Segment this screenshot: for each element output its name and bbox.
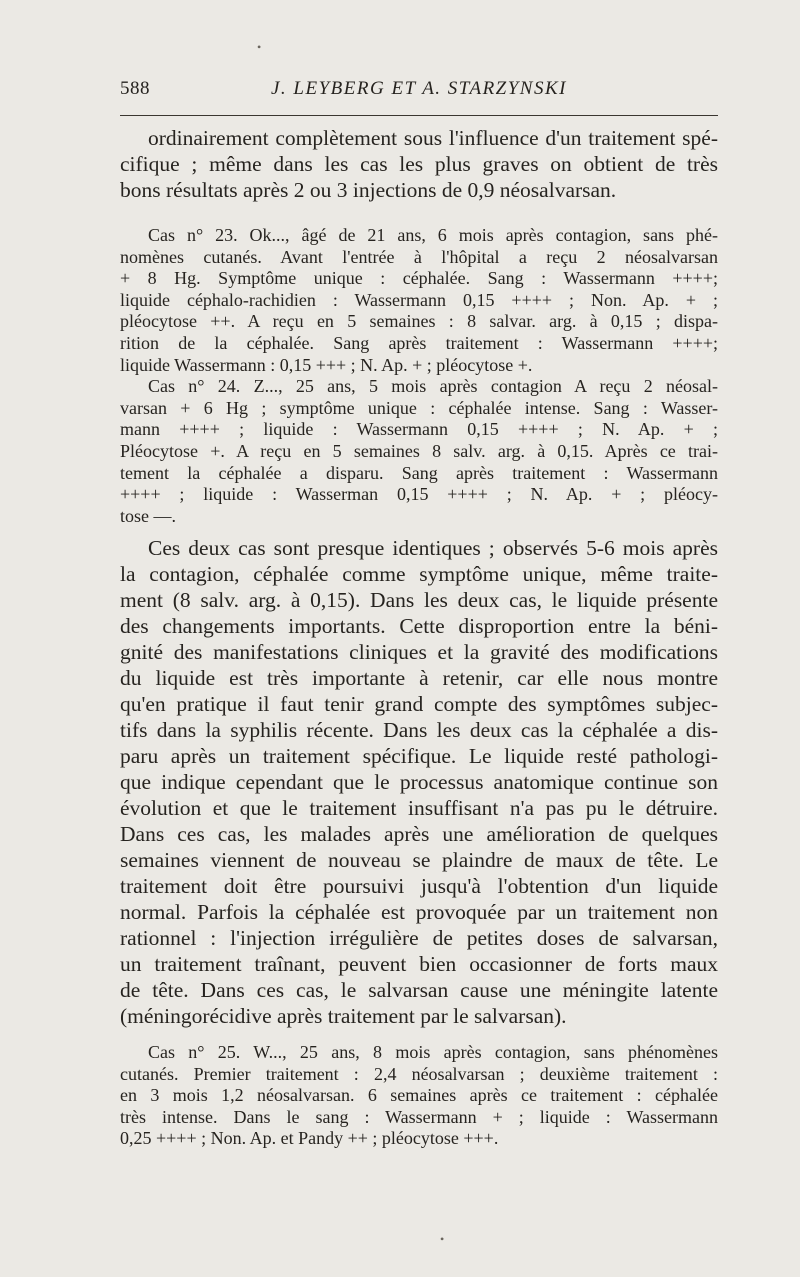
text-line: 0,25 ++++ ; Non. Ap. et Pandy ++ ; pléocytose +++. — [120, 1128, 499, 1149]
text-line: ment (8 salv. arg. à 0,15). Dans les deux cas, le liquide présente — [120, 588, 718, 612]
print-speck: • — [257, 40, 262, 54]
text-line: gnité des manifestations cliniques et la gravité des modifications — [120, 640, 718, 664]
text-line: rationnel : l'injection irrégulière de petites doses de salvarsan, — [120, 926, 718, 950]
text-line: + 8 Hg. Symptôme unique : céphalée. Sang : Wassermann ++++; — [120, 268, 718, 289]
text-line: Pléocytose +. A reçu en 5 semaines 8 salv. arg. à 0,15. Après ce trai- — [120, 440, 718, 461]
text-line: varsan + 6 Hg ; symptôme unique : céphalée intense. Sang : Wasser- — [120, 397, 718, 418]
text-line: nomènes cutanés. Avant l'entrée à l'hôpital a reçu 2 néosalvarsan — [120, 246, 718, 267]
text-line: évolution et que le traitement insuffisant n'a pas pu le détruire. — [120, 796, 718, 820]
text-line: normal. Parfois la céphalée est provoquée par un traitement non — [120, 900, 718, 924]
text-line: cifique ; même dans les cas les plus graves on obtient de très — [120, 152, 718, 176]
text-line: bons résultats après 2 ou 3 injections de 0,9 néosalvarsan. — [120, 178, 617, 202]
print-speck: • — [440, 1232, 445, 1246]
case-notes-23-24 — [120, 225, 718, 527]
text-line: liquide Wassermann : 0,15 +++ ; N. Ap. + ; pléocytose +. — [120, 354, 533, 375]
text-line: ++++ ; liquide : Wasserman 0,15 ++++ ; N. Ap. + ; pléocy- — [120, 484, 718, 505]
text-line: la contagion, céphalée comme symptôme unique, même traite- — [120, 562, 718, 586]
case-note-25 — [120, 1042, 718, 1150]
text-line: un traitement traînant, peuvent bien occasionner de forts maux — [120, 952, 718, 976]
text-line: Cas n° 23. Ok..., âgé de 21 ans, 6 mois après contagion, sans phé- — [148, 225, 718, 245]
header-rule — [120, 115, 718, 116]
page-number: 588 — [120, 78, 150, 99]
text-line: en 3 mois 1,2 néosalvarsan. 6 semaines après ce traitement : céphalée — [120, 1085, 718, 1106]
text-line: Ces deux cas sont presque identiques ; observés 5-6 mois après — [148, 536, 718, 560]
text-line: tifs dans la syphilis récente. Dans les deux cas la céphalée a dis- — [120, 718, 718, 742]
text-line: tose —. — [120, 505, 176, 526]
text-line: de tête. Dans ces cas, le salvarsan cause une méningite latente — [120, 978, 718, 1002]
text-line: rition de la céphalée. Sang après traitement : Wassermann ++++; — [120, 332, 718, 353]
text-line: qu'en pratique il faut tenir grand compte des symptômes subjec- — [120, 692, 718, 716]
text-line: ordinairement complètement sous l'influence d'un traitement spé- — [148, 126, 718, 150]
text-line: (méningorécidive après traitement par le salvarsan). — [120, 1004, 567, 1028]
text-line: pléocytose ++. A reçu en 5 semaines : 8 salvar. arg. à 0,15 ; dispa- — [120, 311, 718, 332]
text-line: tement la céphalée a disparu. Sang après traitement : Wassermann — [120, 462, 718, 483]
paragraph-1 — [120, 125, 718, 203]
running-title: J. LEYBERG ET A. STARZYNSKI — [271, 78, 567, 99]
text-line: des changements importants. Cette disproportion entre la béni- — [120, 614, 718, 638]
text-line: paru après un traitement spécifique. Le liquide resté pathologi- — [120, 744, 718, 768]
text-line: du liquide est très importante à retenir, car elle nous montre — [120, 666, 718, 690]
text-line: semaines viennent de nouveau se plaindre de maux de tête. Le — [120, 848, 718, 872]
text-line: traitement doit être poursuivi jusqu'à l'obtention d'un liquide — [120, 874, 718, 898]
running-header — [120, 78, 718, 104]
text-line: Cas n° 24. Z..., 25 ans, 5 mois après contagion A reçu 2 néosal- — [148, 376, 718, 397]
text-line: que indique cependant que le processus anatomique continue son — [120, 770, 718, 794]
paragraph-discussion — [120, 535, 718, 1029]
text-line: cutanés. Premier traitement : 2,4 néosalvarsan ; deuxième traitement : — [120, 1063, 718, 1084]
text-line: très intense. Dans le sang : Wassermann + ; liquide : Wassermann — [120, 1106, 718, 1127]
text-line: mann ++++ ; liquide : Wassermann 0,15 ++++ ; N. Ap. + ; — [120, 419, 718, 440]
text-line: Dans ces cas, les malades après une amélioration de quelques — [120, 822, 718, 846]
text-line: Cas n° 25. W..., 25 ans, 8 mois après contagion, sans phénomènes — [148, 1042, 718, 1062]
text-line: liquide céphalo-rachidien : Wassermann 0,15 ++++ ; Non. Ap. + ; — [120, 289, 718, 310]
